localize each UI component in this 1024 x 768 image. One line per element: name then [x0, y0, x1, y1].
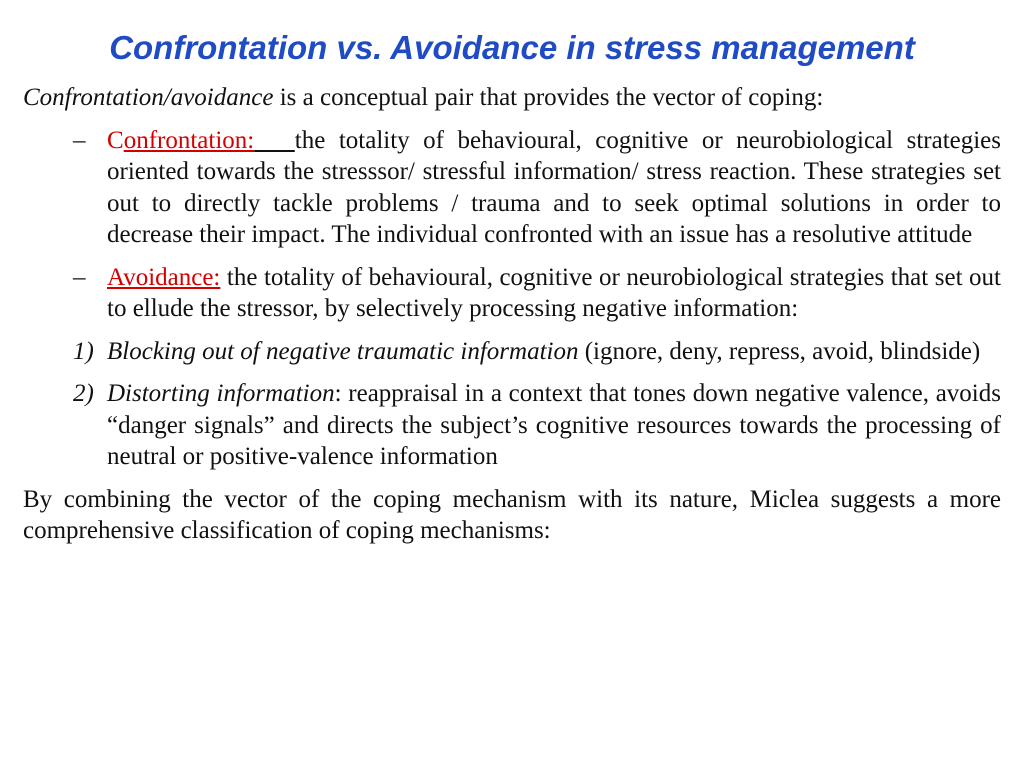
distorting-text: : reappraisal in a context that tones down negative valence, avoids “danger signals” and directs the subject’s cognitive resources towards the processing of neutral or positive-valence information	[107, 380, 1001, 470]
dash-marker: –	[73, 263, 86, 291]
slide-title: Confrontation vs. Avoidance in stress management	[109, 29, 915, 66]
intro-term: Confrontation/avoidance	[23, 84, 274, 111]
avoidance-term: Avoidance:	[107, 263, 221, 291]
intro-paragraph	[23, 82, 1001, 114]
confrontation-gap	[254, 127, 295, 154]
number-marker: 2)	[73, 380, 94, 407]
numbered-item-distorting	[23, 378, 1001, 473]
avoidance-definition: the totality of behavioural, cognitive or neurobiological strategies that set out to ellude the stressor, by selectively processing negative information:	[107, 263, 1001, 322]
numbered-item-blocking	[23, 336, 1001, 368]
confrontation-definition: the totality of behavioural, cognitive or neurobiological strategies oriented towards the stresssor/ stressful information/ stress reaction. These strategies set out to directly tackle problems / trauma and to seek optimal solutions in order to decrease their impact. The individual confronted with an issue has a resolutive attitude	[107, 126, 1002, 248]
slide-body	[23, 82, 1001, 547]
bullet-avoidance	[23, 262, 1001, 325]
dash-marker: –	[73, 126, 86, 154]
closing-paragraph: By combining the vector of the coping mechanism with its nature, Miclea suggests a more comprehensive classification of coping mechanisms:	[23, 485, 1001, 544]
distorting-label: Distorting information	[107, 380, 335, 407]
blocking-label: Blocking out of negative traumatic information	[107, 337, 579, 365]
number-marker: 1)	[73, 337, 94, 365]
intro-text: is a conceptual pair that provides the vector of coping:	[273, 84, 824, 111]
bullet-confrontation	[23, 125, 1001, 251]
blocking-text: (ignore, deny, repress, avoid, blindside)	[578, 337, 981, 365]
confrontation-lead-letter: C	[107, 126, 124, 154]
confrontation-term: onfrontation:	[123, 126, 255, 154]
